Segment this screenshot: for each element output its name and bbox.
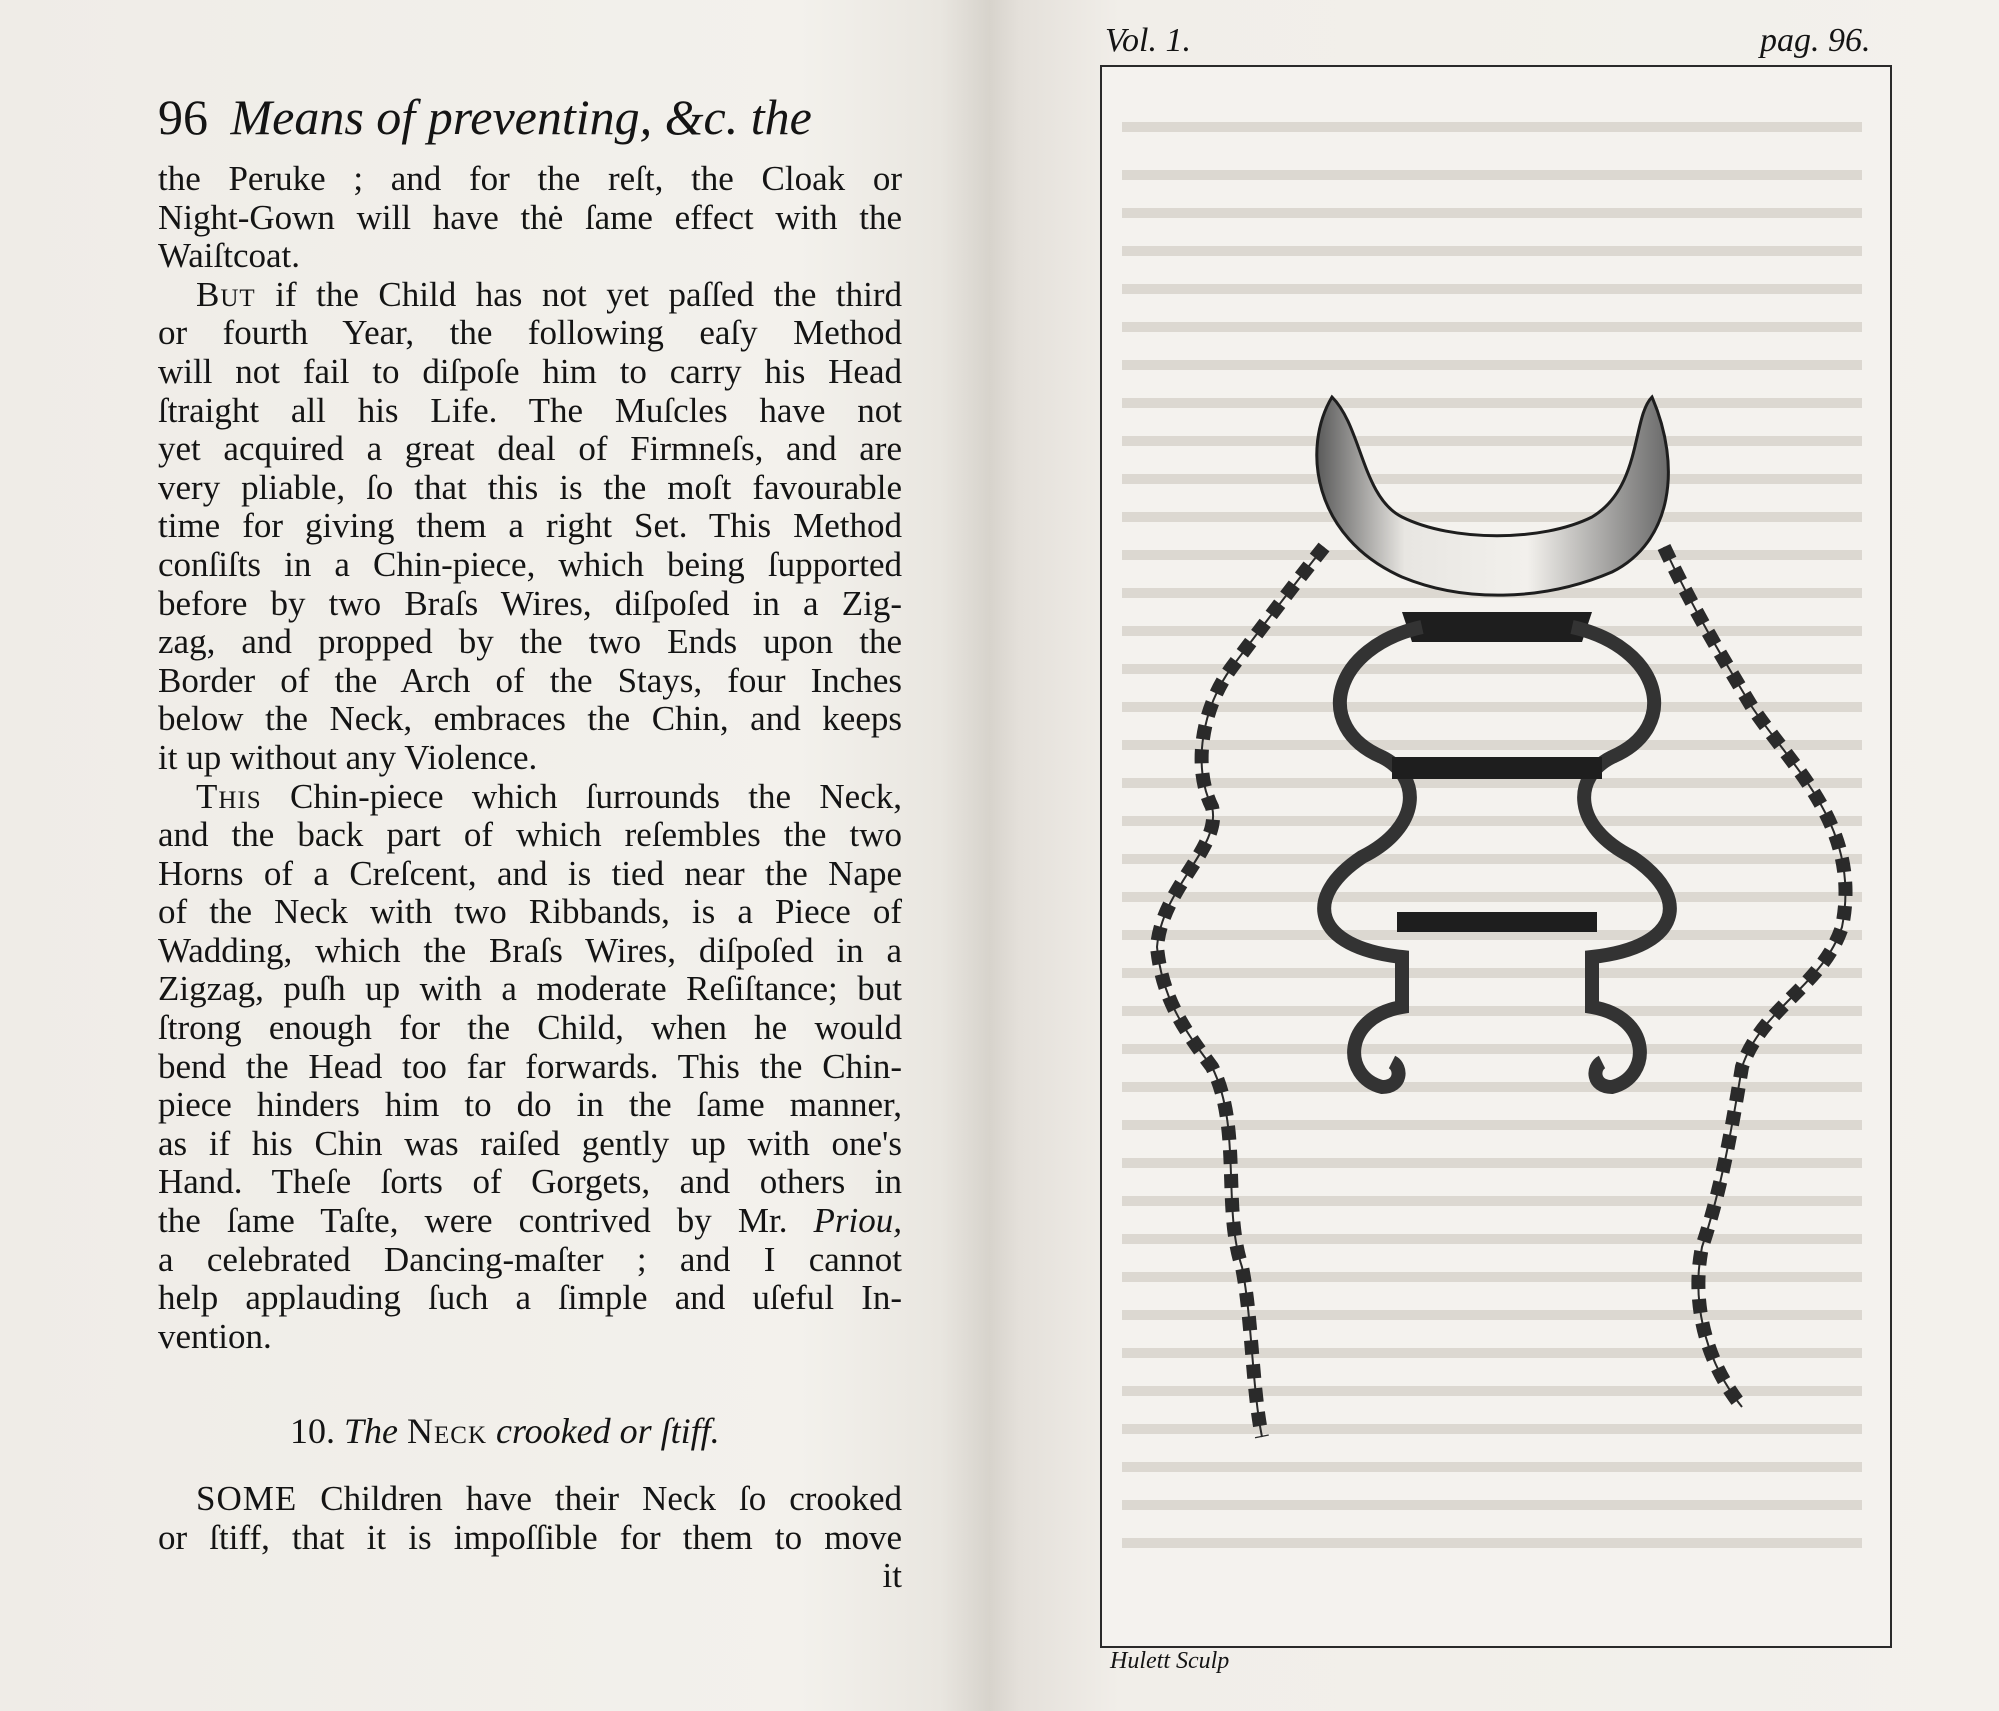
text-line: time for giving them a right Set. This Method	[158, 506, 902, 546]
left-page	[0, 0, 995, 1711]
text-line: before by two Braſs Wires, diſpoſed in a Zig-	[158, 583, 902, 623]
right-page-plate	[1000, 0, 1999, 1711]
text-line: the Peruke ; and for the reſt, the Cloak or	[158, 159, 902, 198]
plate-volume: Vol. 1.	[1105, 22, 1191, 59]
text-fragment: Children have their Neck ſo crooked	[297, 1479, 902, 1518]
crescent-chin-piece	[1317, 397, 1669, 595]
name-priou: Priou,	[813, 1201, 902, 1241]
text-fragment: if the Child has not yet paſſed the third	[255, 274, 902, 314]
text-line	[158, 1202, 902, 1241]
text-line: conſiſts in a Chin-piece, which being ſupported	[158, 544, 902, 584]
text-line: bend the Head too far forwards. This the Chin-	[158, 1046, 902, 1086]
engraver-signature: Hulett Sculp	[1110, 1648, 1230, 1674]
text-line: help applauding ſuch a ſimple and uſeful In-	[158, 1278, 902, 1318]
catchword: it	[882, 1556, 902, 1596]
text-line: Night-Gown will have thė ſame effect with the	[158, 197, 902, 237]
text-line: Zigzag, puſh up with a moderate Reſiſtance; but	[158, 969, 902, 1009]
section-the: The	[344, 1411, 398, 1451]
lower-cross-tie	[1397, 912, 1597, 932]
lead-word: But	[196, 274, 256, 314]
text-line: as if his Chin was raiſed gently up with one's	[158, 1123, 902, 1163]
text-line: of the Neck with two Ribbands, is a Piece of	[158, 892, 902, 932]
show-through-lines	[1122, 127, 1862, 1543]
text-line: below the Neck, embraces the Chin, and keeps	[158, 699, 902, 739]
paragraph-4	[158, 1480, 902, 1596]
text-line: Hand. Theſe ſorts of Gorgets, and others in	[158, 1162, 902, 1202]
text-fragment: the ſame Taſte, were contrived by Mr.	[158, 1201, 788, 1241]
text-line: or fourth Year, the following eaſy Method	[158, 313, 902, 353]
section-rest: crooked or ſtiff.	[496, 1411, 720, 1451]
text-line: piece hinders him to do in the ſame manner,	[158, 1085, 902, 1125]
paragraph-2	[158, 276, 902, 778]
text-line: or ſtiff, that it is impoſſible for them to move	[158, 1517, 902, 1557]
chin-piece-knot	[1402, 612, 1592, 642]
page-number: 96	[158, 89, 208, 145]
section-heading	[290, 1410, 720, 1452]
text-line	[158, 778, 902, 817]
section-neck: Neck	[407, 1411, 487, 1451]
text-line: zag, and propped by the two Ends upon the	[158, 622, 902, 662]
text-line: Border of the Arch of the Stays, four Inches	[158, 660, 902, 700]
text-line: vention.	[158, 1316, 272, 1356]
gorget-engraving	[1102, 67, 1890, 1646]
running-title: Means of preventing, &c. the	[230, 89, 812, 145]
text-line: ſtrong enough for the Child, when he would	[158, 1008, 902, 1048]
text-line	[158, 276, 902, 315]
left-ribbon	[1157, 547, 1324, 1437]
section-number: 10.	[290, 1411, 335, 1451]
running-head	[158, 88, 812, 146]
text-line: Horns of a Creſcent, and is tied near the Nape	[158, 853, 902, 893]
paragraph-3	[158, 778, 902, 1357]
plate-frame	[1100, 65, 1892, 1648]
text-line: Wadding, which the Braſs Wires, diſpoſed in a	[158, 930, 902, 970]
text-line: very pliable, ſo that this is the moſt favourable	[158, 467, 902, 507]
text-fragment: Chin-piece which ſurrounds the Neck,	[261, 776, 902, 816]
upper-cross-tie	[1392, 757, 1602, 779]
plate-page-ref: pag. 96.	[1760, 22, 1871, 59]
lead-word: This	[196, 776, 262, 816]
text-line: yet acquired a great deal of Firmneſs, and are	[158, 429, 902, 469]
body-text	[158, 160, 902, 1356]
paragraph-1	[158, 160, 902, 276]
text-line: ſtraight all his Life. The Muſcles have not	[158, 390, 902, 430]
text-line: it up without any Violence.	[158, 737, 538, 777]
text-line: and the back part of which reſembles the two	[158, 815, 902, 855]
text-line	[158, 1480, 902, 1519]
text-line: a celebrated Dancing-maſter ; and I cannot	[158, 1239, 902, 1279]
text-line: Waiſtcoat.	[158, 236, 300, 276]
lead-word: SOME	[196, 1479, 298, 1518]
text-line: will not fail to diſpoſe him to carry his Head	[158, 351, 902, 391]
